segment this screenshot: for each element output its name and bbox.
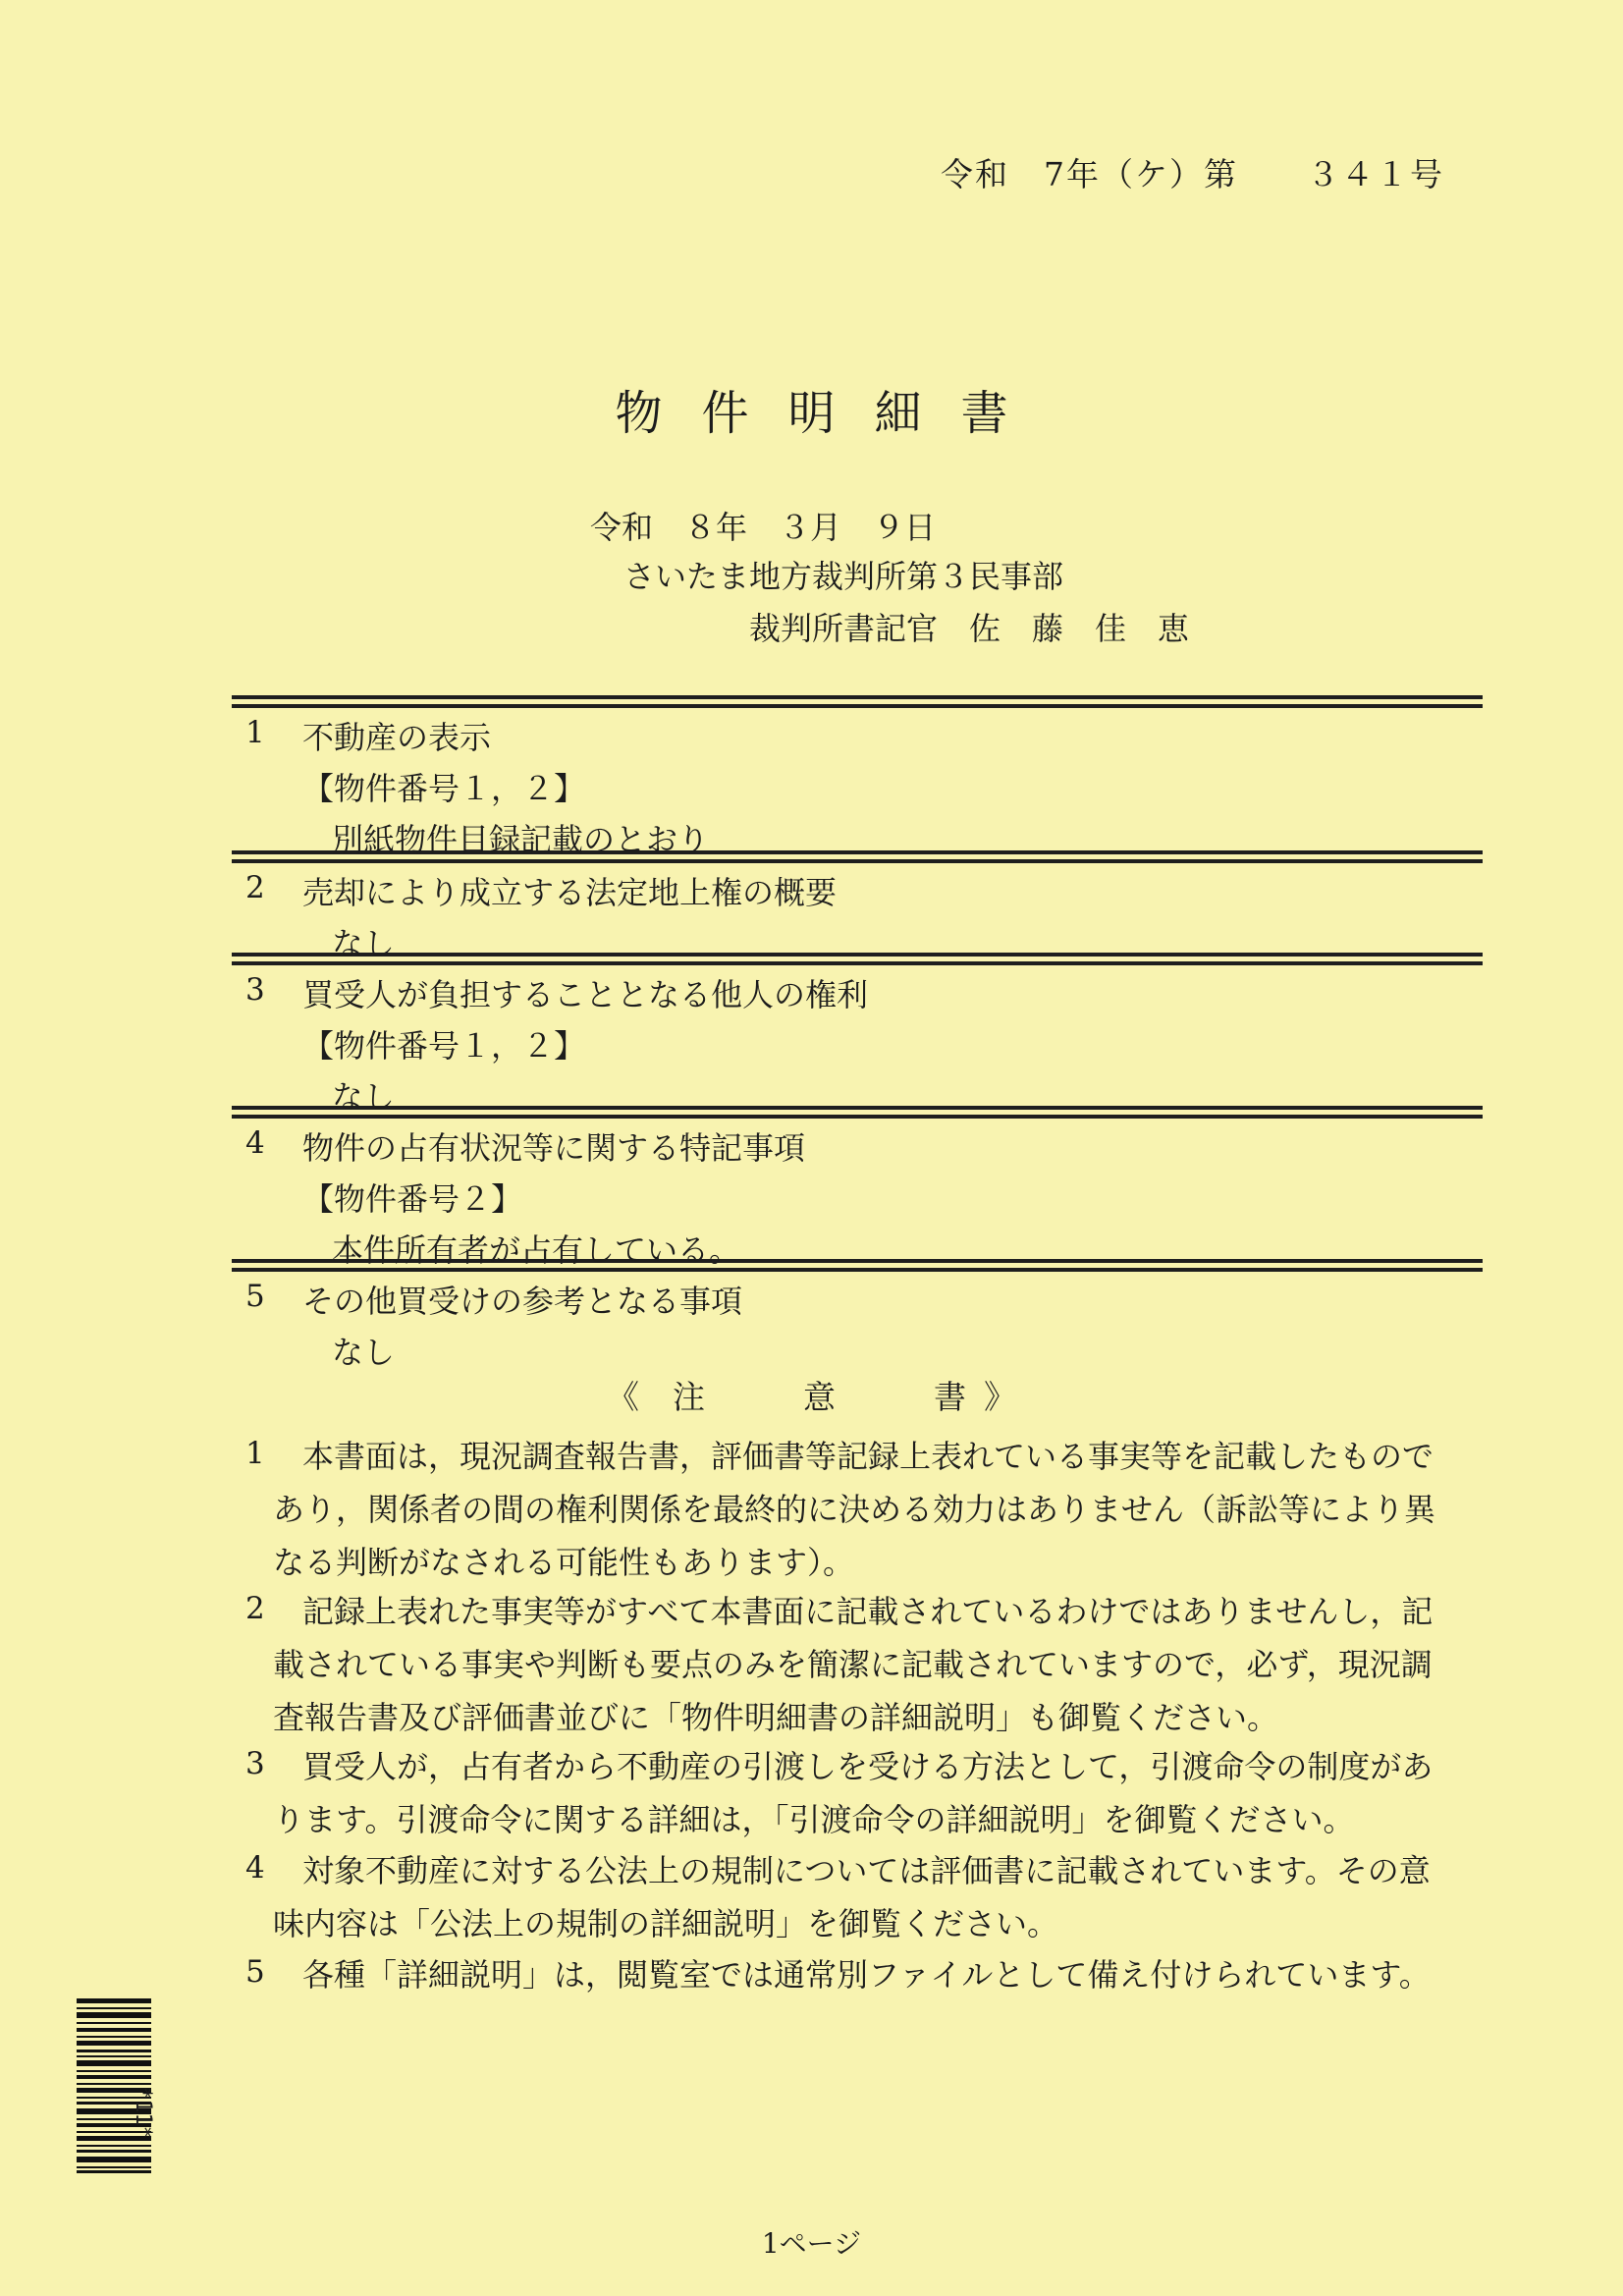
- section-line: なし: [332, 1334, 396, 1371]
- section-number: 5: [245, 1279, 265, 1314]
- notice-line: 味内容は「公法上の規制の詳細説明」を御覧ください。: [273, 1905, 1059, 1942]
- page-number: 1ページ: [761, 2227, 862, 2260]
- notice-line: あり，関係者の間の権利関係を最終的に決める効力はありません（訴訟等により異: [273, 1491, 1436, 1528]
- notice-title-char: 注: [673, 1378, 705, 1416]
- section-heading: 不動産の表示: [302, 719, 492, 756]
- section-line: 【物件番号２】: [302, 1180, 523, 1218]
- notice-line: 記録上表れた事実等がすべて本書面に記載されているわけではありませんし，記: [302, 1593, 1434, 1630]
- section-divider: [232, 1106, 1483, 1119]
- notice-line: 買受人が，占有者から不動産の引渡しを受ける方法として，引渡命令の制度があ: [302, 1748, 1434, 1785]
- notice-line: 査報告書及び評価書並びに「物件明細書の詳細説明」も御覧ください。: [273, 1699, 1279, 1736]
- notice-line: 各種「詳細説明」は，閲覧室では通常別ファイルとして備え付けられています。: [302, 1956, 1431, 1994]
- notice-title-char: 書: [934, 1378, 966, 1416]
- notice-number: 5: [245, 1954, 265, 1990]
- section-line: 別紙物件目録記載のとおり: [332, 821, 710, 858]
- notice-line: 対象不動産に対する公法上の規制については評価書に記載されています。その意: [302, 1852, 1431, 1889]
- notice-title-open-bracket: 《: [607, 1378, 639, 1416]
- section-divider: [232, 695, 1483, 708]
- section-line: 【物件番号１，２】: [302, 770, 586, 807]
- section-heading: 売却により成立する法定地上権の概要: [302, 874, 838, 911]
- section-number: 3: [245, 972, 265, 1008]
- section-heading: 買受人が負担することとなる他人の権利: [302, 976, 869, 1013]
- section-line: なし: [332, 1078, 396, 1116]
- court-name: さいたま地方裁判所第３民事部: [623, 558, 1064, 595]
- section-line: 【物件番号１，２】: [302, 1027, 586, 1065]
- notice-title: [0, 1372, 1623, 1418]
- barcode-label: *11*: [131, 2087, 155, 2139]
- section-divider: [232, 953, 1483, 965]
- section-number: 1: [245, 715, 265, 750]
- notice-number: 3: [245, 1746, 265, 1781]
- section-number: 4: [245, 1125, 265, 1161]
- section-line: なし: [332, 925, 396, 962]
- barcode-icon: [77, 1998, 151, 2173]
- notice-number: 4: [245, 1850, 265, 1886]
- notice-line: 載されている事実や判断も要点のみを簡潔に記載されていますので，必ず，現況調: [273, 1646, 1433, 1683]
- notice-number: 1: [245, 1436, 265, 1471]
- section-heading: 物件の占有状況等に関する特記事項: [302, 1129, 806, 1167]
- section-heading: その他買受けの参考となる事項: [302, 1283, 743, 1320]
- notice-number: 2: [245, 1591, 265, 1626]
- section-line: 本件所有者が占有している。: [332, 1231, 741, 1269]
- document-title: 物件明細書: [615, 386, 1048, 441]
- case-number: 令和 7年（ケ）第 ３４１号: [941, 155, 1444, 193]
- notice-line: なる判断がなされる可能性もあります）。: [273, 1544, 855, 1581]
- notice-line: 本書面は，現況調査報告書，評価書等記録上表れている事実等を記載したもので: [302, 1438, 1434, 1475]
- notice-title-char: 意: [803, 1378, 836, 1416]
- clerk-name: 裁判所書記官 佐 藤 佳 恵: [749, 610, 1190, 647]
- document-date: 令和 ８年 ３月 ９日: [590, 509, 937, 546]
- notice-title-close-bracket: 》: [984, 1378, 1016, 1416]
- section-number: 2: [245, 870, 265, 905]
- notice-line: ります。引渡命令に関する詳細は，「引渡命令の詳細説明」を御覧ください。: [273, 1801, 1355, 1838]
